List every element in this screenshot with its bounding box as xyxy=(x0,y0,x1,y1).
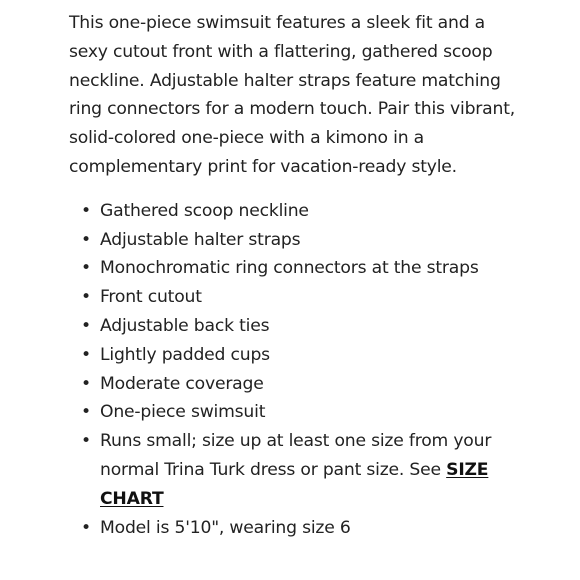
bullet-icon: • xyxy=(81,258,91,279)
bullet-icon: • xyxy=(81,373,91,394)
feature-text: Adjustable back ties xyxy=(100,315,270,336)
sizing-note-item xyxy=(69,427,519,513)
feature-item xyxy=(69,197,519,226)
feature-list xyxy=(69,197,519,543)
model-note-item xyxy=(69,514,519,543)
feature-text: Gathered scoop neckline xyxy=(100,200,309,221)
feature-text: Monochromatic ring connectors at the straps xyxy=(100,258,479,279)
feature-text: One-piece swimsuit xyxy=(100,402,266,423)
feature-item xyxy=(69,254,519,283)
product-details xyxy=(69,9,519,542)
feature-item xyxy=(69,370,519,399)
model-note-text: Model is 5'10", wearing size 6 xyxy=(100,517,351,538)
size-chart-link[interactable]: SIZE CHART xyxy=(100,459,489,509)
bullet-icon: • xyxy=(81,344,91,365)
feature-item xyxy=(69,312,519,341)
bullet-icon: • xyxy=(81,431,91,452)
product-description: This one-piece swimsuit features a sleek fit and a sexy cutout front with a flattering, gathered scoop neckline. Adjustable halter straps feature matching ring connectors for a modern touch. Pair this vibrant, solid-colored one-piece with a kimono in a complementary print for vacation-ready style. xyxy=(69,13,516,177)
bullet-icon: • xyxy=(81,200,91,221)
bullet-icon: • xyxy=(81,517,91,538)
feature-item xyxy=(69,341,519,370)
feature-item xyxy=(69,226,519,255)
feature-text: Front cutout xyxy=(100,287,202,308)
feature-text: Moderate coverage xyxy=(100,373,264,394)
bullet-icon: • xyxy=(81,287,91,308)
feature-text: Lightly padded cups xyxy=(100,344,270,365)
feature-item xyxy=(69,283,519,312)
bullet-icon: • xyxy=(81,402,91,423)
bullet-icon: • xyxy=(81,229,91,250)
bullet-icon: • xyxy=(81,315,91,336)
feature-text: Adjustable halter straps xyxy=(100,229,301,250)
sizing-note-text: Runs small; size up at least one size from your normal Trina Turk dress or pant size. See xyxy=(100,431,492,480)
feature-item xyxy=(69,398,519,427)
